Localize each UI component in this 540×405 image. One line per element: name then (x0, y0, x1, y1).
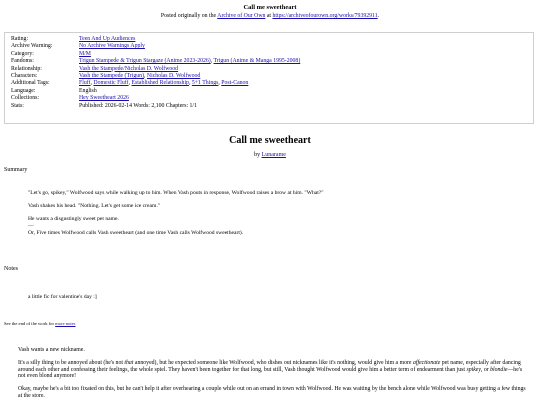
meta-row (11, 103, 300, 110)
meta-value: Vash the Stampede (Trigun), Nicholas D. Wolfwood (79, 73, 201, 80)
summary-para-1: "Let's go, spikey," Wolfwood says while walking up to him. When Vash pouts in response, Wolfwood raises a brow at him. "What?" (28, 190, 324, 196)
posted-prefix: Posted originally on the (160, 13, 217, 19)
body-p2f: spikey (466, 366, 481, 373)
work-meta-box (4, 32, 534, 124)
meta-row (11, 43, 300, 50)
meta-label: Archive Warning: (11, 43, 53, 50)
end-notes-line (4, 321, 75, 326)
meta-label: Rating: (11, 36, 29, 42)
byline (0, 152, 540, 158)
meta-tag-link[interactable]: Trigun Stampede & Trigun Stargaze (Anime 2023-2026) (79, 58, 211, 65)
meta-tag-link[interactable]: M/M (79, 50, 91, 57)
meta-tag-link[interactable]: Domestic Fluff (93, 80, 129, 87)
meta-label: Stats: (11, 102, 24, 109)
meta-tag-link[interactable]: Established Relationship (131, 80, 189, 87)
body-p2i: —he's not even blond anymore! (18, 366, 523, 380)
posted-line (0, 12, 540, 20)
meta-text: Published: 2026-02-14 Words: 2,100 Chapters: 1/1 (79, 102, 197, 109)
meta-tag-link[interactable]: 5+1 Things (191, 80, 219, 87)
body-p2b: that (124, 359, 134, 366)
meta-label: Category: (11, 50, 34, 57)
meta-tag-link[interactable]: Post-Canon (221, 80, 249, 87)
meta-label: Relationship: (11, 65, 42, 72)
meta-tag-link[interactable]: Teen And Up Audiences (79, 36, 136, 42)
meta-tag-link[interactable]: No Archive Warnings Apply (79, 43, 145, 50)
chapter-text (18, 347, 528, 400)
meta-value (79, 88, 300, 95)
notes-text: a little fic for valentine's day :] (28, 294, 97, 300)
summary-para-2: Vash shakes his head. "Nothing. Let's get some ice cream." (28, 203, 161, 209)
meta-tag-link[interactable]: Vash the Stampede/Nicholas D. Wolfwood (79, 65, 179, 72)
body-p2e: pet name, especially after dancing around each other and confessing their feelings, the whole spiel. They haven't been together for that long, but still, Vash thought Wolfwood would give him a better term of endearment than just (18, 359, 521, 373)
meta-value: Trigun Stampede & Trigun Stargaze (Anime 2023-2026), Trigun (Anime & Manga 1995-2008) (79, 58, 301, 65)
summary-heading: Summary (4, 167, 28, 173)
meta-tag-link[interactable]: Fluff (79, 80, 91, 87)
meta-row (11, 58, 300, 65)
meta-row (11, 80, 300, 87)
end-notes-prefix: See the end of the work for (4, 321, 55, 326)
byline-by: by (254, 152, 261, 158)
meta-row (11, 36, 300, 43)
meta-label: Fandoms: (11, 58, 34, 65)
work-title: Call me sweetheart (229, 135, 311, 146)
meta-row (11, 66, 300, 73)
posted-period: . (377, 13, 380, 19)
meta-text: English (79, 87, 97, 94)
summary-para-4: Or, Five times Wolfwood calls Vash sweetheart (and one time Vash calls Wolfwood sweetheart). (28, 230, 244, 236)
meta-tag-link[interactable]: Nicholas D. Wolfwood (146, 73, 201, 80)
meta-value (79, 95, 300, 102)
meta-row (11, 95, 300, 102)
posted-at: at (266, 13, 272, 19)
body-para-1: Vash wants a new nickname. (18, 347, 85, 353)
meta-label: Language: (11, 87, 36, 94)
body-para-3: Okay, maybe he's a bit too fixated on this, but he can't help it after overhearing a couple while out on an errand in town with Wolfwood. He was waiting by the bench alone while Wolfwood was busy getting a few things at the store. (18, 386, 526, 399)
meta-value (79, 43, 300, 50)
summary-para-3: He wants a disgustingly sweet pet name. (28, 216, 119, 222)
body-p2c: annoyed), but he expected someone like Wolfwood, who dishes out nicknames like it's nothing, would give him a more (133, 359, 413, 366)
notes-heading: Notes (4, 266, 18, 272)
summary-dash: — (28, 223, 34, 229)
work-url-link[interactable]: https://archiveofourown.org/works/79392911 (272, 13, 378, 19)
meta-tag-link[interactable]: Hey Sweetheart 2026 (79, 95, 129, 102)
header-title: Call me sweetheart (243, 4, 297, 11)
body-para-2 (18, 360, 528, 380)
meta-value (79, 103, 300, 110)
meta-tag-link[interactable]: Trigun (Anime & Manga 1995-2008) (213, 58, 301, 65)
document-header (0, 0, 540, 20)
meta-row (11, 88, 300, 95)
body-p2d: affectionate (412, 359, 441, 366)
meta-table (11, 36, 300, 110)
more-notes-link[interactable]: more notes (55, 321, 76, 326)
archive-link[interactable]: Archive of Our Own (217, 13, 266, 19)
meta-value (79, 36, 300, 43)
body-p2h: blondie (490, 366, 508, 373)
body-p2a: It's a silly thing to be annoyed about (he's not (18, 359, 125, 366)
meta-value (79, 66, 300, 73)
meta-label: Collections: (11, 95, 40, 102)
meta-tag-link[interactable]: Vash the Stampede (Trigun) (79, 73, 144, 80)
meta-value: Fluff, Domestic Fluff, Established Relationship, 5+1 Things, Post-Canon (79, 80, 249, 87)
summary-text (28, 190, 518, 237)
author-link[interactable]: Lunarame (261, 152, 286, 158)
meta-label: Characters: (11, 73, 38, 80)
body-p2g: , or (480, 366, 491, 373)
meta-label: Additional Tags: (11, 80, 50, 87)
